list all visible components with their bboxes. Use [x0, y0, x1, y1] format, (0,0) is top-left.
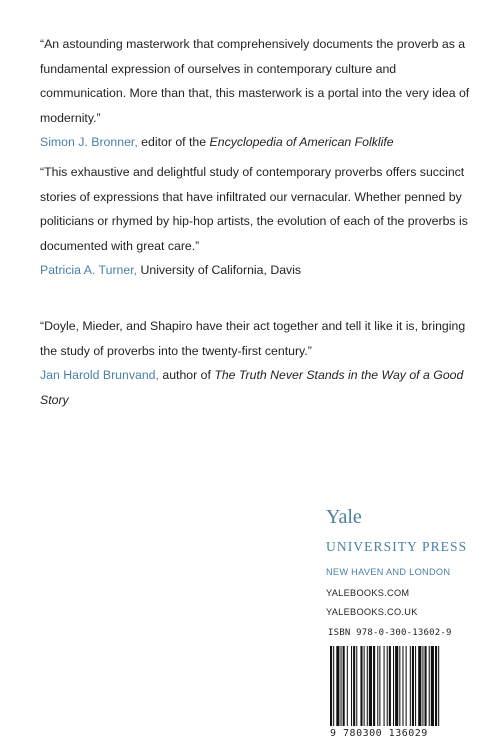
barcode-bar: [431, 646, 434, 726]
barcode-bar: [360, 646, 362, 726]
publisher-site-uk: YALEBOOKS.CO.UK: [326, 607, 418, 617]
barcode-bar: [377, 646, 378, 726]
barcode-bar: [379, 646, 380, 726]
isbn-label: ISBN 978-0-300-13602-9: [328, 628, 452, 638]
barcode-bar: [356, 646, 357, 726]
barcode-bar: [435, 646, 437, 726]
barcode-bars: [326, 638, 478, 730]
barcode-bar: [384, 646, 385, 726]
blurb-quote: “Doyle, Mieder, and Shapiro have their act together and tell it like it is, bringing the study of proverbs into the twenty-first century.”: [40, 319, 466, 358]
barcode-bar: [425, 646, 427, 726]
barcode-bar: [333, 646, 334, 726]
barcode-bar: [351, 646, 352, 726]
publisher-cities: NEW HAVEN AND LONDON: [326, 567, 451, 577]
barcode-bar: [341, 646, 342, 726]
blurb-attribution: [40, 258, 470, 283]
blurb-2: [40, 160, 470, 283]
publisher-name: Yale: [326, 506, 362, 528]
barcode-bar: [369, 646, 372, 726]
barcode-bar: [336, 646, 339, 726]
blurb-quote: “An astounding masterwork that comprehensively documents the proverb as a fundamental expression of ourselves in contemporary culture and communication. More than that, this masterwork is a portal into the very idea of modernity.”: [40, 37, 470, 125]
barcode-bar: [373, 646, 375, 726]
barcode-bar: [353, 646, 355, 726]
barcode-bar: [364, 646, 365, 726]
reviewer-name: Patricia A. Turner,: [40, 263, 138, 277]
publisher-press: UNIVERSITY PRESS: [326, 539, 468, 554]
barcode-bar: [395, 646, 398, 726]
barcode-bar: [422, 646, 423, 726]
reviewer-name: Jan Harold Brunvand,: [40, 368, 159, 382]
barcode-price-gap: [442, 638, 478, 650]
barcode-bar: [367, 646, 368, 726]
barcode-bar: [415, 646, 416, 726]
barcode: [326, 628, 478, 742]
publisher-block: [326, 505, 476, 617]
barcode-bar: [438, 646, 439, 726]
blurb-quote: “This exhaustive and delightful study of contemporary proverbs offers succinct stories of expressions that have infiltrated our vernacular. Whether penned by politicians or rhymed by hip-hop artists, the evolution of each of the proverbs is documented with great care.”: [40, 165, 468, 253]
barcode-bar: [410, 646, 411, 726]
barcode-bar: [402, 646, 403, 726]
reviewer-name: Simon J. Bronner,: [40, 135, 138, 149]
publisher-site-us: YALEBOOKS.COM: [326, 588, 410, 598]
barcode-bar: [393, 646, 394, 726]
barcode-digits: 9 780300 136029: [330, 728, 428, 739]
barcode-bar: [387, 646, 388, 726]
barcode-bar: [389, 646, 391, 726]
barcode-bar: [429, 646, 430, 726]
reviewer-affiliation-title: The Truth Never Stands in the Way of a Good Story: [40, 368, 464, 407]
barcode-bar: [399, 646, 400, 726]
barcode-bar: [418, 646, 421, 726]
barcode-bar: [347, 646, 348, 726]
barcode-bar: [330, 646, 332, 726]
reviewer-affiliation: editor of the: [137, 135, 210, 149]
blurb-attribution: [40, 130, 470, 155]
barcode-bar: [343, 646, 345, 726]
blurb-3: [40, 314, 470, 412]
barcode-bar: [412, 646, 414, 726]
reviewer-affiliation-title: Encyclopedia of American Folklife: [209, 135, 394, 149]
barcode-bar: [406, 646, 407, 726]
blurb-1: [40, 32, 470, 155]
blurb-attribution: [40, 363, 470, 412]
reviewer-affiliation: University of California, Davis: [137, 263, 302, 277]
reviewer-affiliation: author of: [158, 368, 215, 382]
